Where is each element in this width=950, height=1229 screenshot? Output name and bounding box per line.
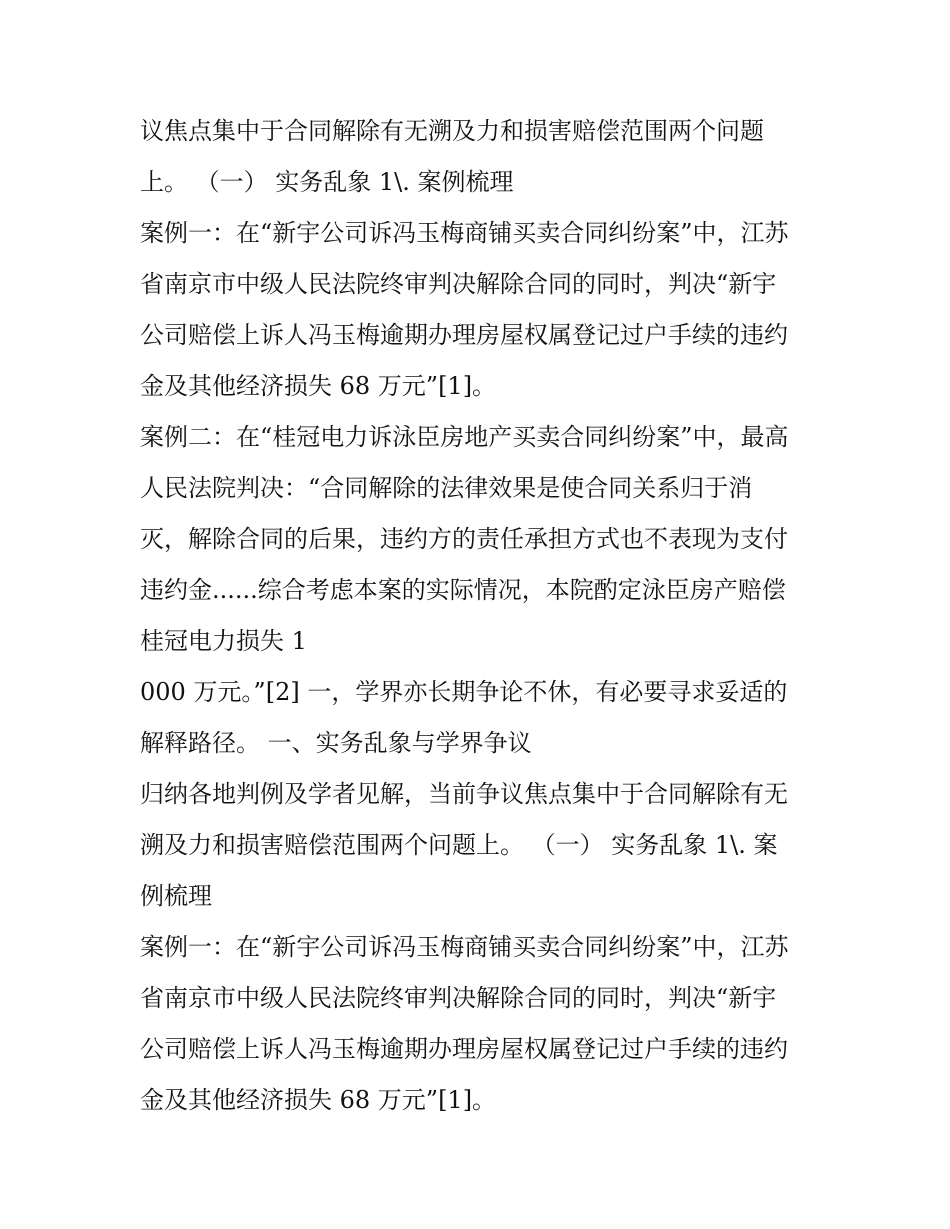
text-line: 金及其他经济损失 68 万元”[1]。 xyxy=(140,1086,497,1114)
text-line: 议焦点集中于合同解除有无溯及力和损害赔偿范围两个问题 xyxy=(140,117,764,145)
text-line: 金及其他经济损失 68 万元”[1]。 xyxy=(140,372,497,400)
body-text xyxy=(140,106,830,1126)
text-line: 归纳各地判例及学者见解，当前争议焦点集中于合同解除有无 xyxy=(140,780,788,808)
text-line: 桂冠电力损失 1 xyxy=(140,627,307,655)
text-line: 公司赔偿上诉人冯玉梅逾期办理房屋权属登记过户手续的违约 xyxy=(140,1035,788,1063)
text-line: 例梳理 xyxy=(140,882,212,910)
text-line: 案例一：在“新宇公司诉冯玉梅商铺买卖合同纠纷案”中，江苏 xyxy=(140,933,789,961)
text-line: 人民法院判决：“合同解除的法律效果是使合同关系归于消 xyxy=(140,474,753,502)
text-line: 案例二：在“桂冠电力诉泳臣房地产买卖合同纠纷案”中，最高 xyxy=(140,423,789,451)
text-line: 溯及力和损害赔偿范围两个问题上。 （一） 实务乱象 1\. 案 xyxy=(140,831,778,859)
text-line: 省南京市中级人民法院终审判决解除合同的同时，判决“新宇 xyxy=(140,270,777,298)
text-line: 案例一：在“新宇公司诉冯玉梅商铺买卖合同纠纷案”中，江苏 xyxy=(140,219,789,247)
text-line: 上。 （一） 实务乱象 1\. 案例梳理 xyxy=(140,168,514,196)
text-line: 解释路径。 一、实务乱象与学界争议 xyxy=(140,729,532,757)
text-line: 公司赔偿上诉人冯玉梅逾期办理房屋权属登记过户手续的违约 xyxy=(140,321,788,349)
text-line: 000 万元。”[2] 一，学界亦长期争论不休，有必要寻求妥适的 xyxy=(140,678,788,706)
text-line: 省南京市中级人民法院终审判决解除合同的同时，判决“新宇 xyxy=(140,984,777,1012)
text-line: 违约金......综合考虑本案的实际情况，本院酌定泳臣房产赔偿 xyxy=(140,576,786,604)
text-line: 灭，解除合同的后果，违约方的责任承担方式也不表现为支付 xyxy=(140,525,788,553)
